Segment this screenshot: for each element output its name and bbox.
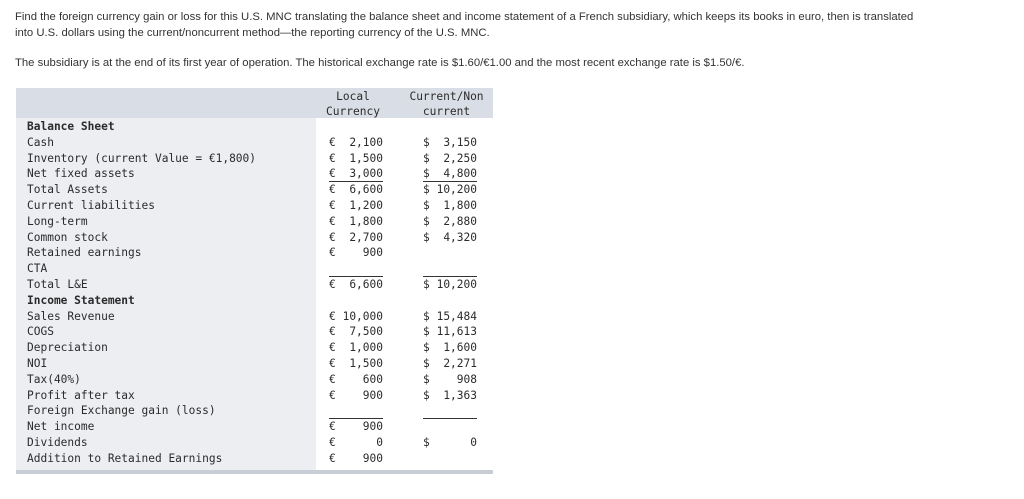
usd-value — [423, 340, 477, 355]
local-currency-value — [329, 182, 383, 197]
amount: 900 — [362, 451, 383, 465]
amount: 15,484 — [436, 309, 477, 323]
local-currency-value — [329, 388, 383, 403]
row-label: CTA — [27, 262, 48, 276]
amount: 6,600 — [349, 183, 383, 197]
amount: 1,363 — [443, 388, 477, 402]
amount: 1,000 — [349, 341, 383, 355]
local-currency-value — [329, 372, 383, 387]
local-currency-value — [329, 340, 383, 355]
amount: 3,150 — [443, 135, 477, 149]
row-label: Long-term — [27, 214, 88, 228]
local-currency-value — [329, 151, 383, 166]
amount: 1,500 — [349, 151, 383, 165]
total-rule — [423, 276, 477, 277]
dollar-symbol: $ — [423, 183, 430, 197]
amount: 2,250 — [443, 151, 477, 165]
amount: 10,200 — [436, 183, 477, 197]
local-currency-value — [329, 166, 383, 182]
amount: 0 — [470, 436, 477, 449]
local-currency-value — [329, 230, 383, 245]
usd-value — [423, 435, 477, 450]
amount: 900 — [362, 388, 383, 402]
row-label: COGS — [27, 325, 54, 339]
euro-symbol: € — [329, 183, 336, 197]
local-currency-value — [329, 245, 383, 260]
local-currency-value — [329, 356, 383, 371]
dollar-symbol: $ — [423, 309, 430, 323]
column-header-current-noncurrent: Current/Non current — [409, 90, 484, 118]
usd-value — [423, 277, 477, 292]
local-currency-value — [329, 198, 383, 213]
euro-symbol: € — [329, 246, 336, 260]
row-label: NOI — [27, 357, 48, 370]
euro-symbol: € — [329, 436, 336, 449]
amount: 3,000 — [349, 167, 383, 181]
usd-value — [423, 151, 477, 166]
usd-value — [423, 198, 477, 213]
euro-symbol: € — [329, 341, 336, 355]
row-label: Inventory (current Value = €1,800) — [27, 151, 257, 165]
amount: 6,600 — [349, 278, 383, 291]
amount: 0 — [376, 436, 383, 449]
amount: 10,200 — [436, 278, 477, 291]
row-label: Addition to Retained Earnings — [27, 451, 223, 465]
question-paragraph-2: The subsidiary is at the end of its first year of operation. The historical exchange rate is $1.60/€1.00 and the most recent exchange rate is $1.50/€. — [15, 57, 745, 69]
euro-symbol: € — [329, 214, 336, 228]
row-label: Net fixed assets — [27, 167, 135, 181]
usd-value — [423, 214, 477, 229]
dollar-symbol: $ — [423, 167, 430, 181]
usd-value — [423, 324, 477, 339]
row-label: Retained earnings — [27, 246, 142, 260]
row-label: Dividends — [27, 436, 88, 449]
amount: 900 — [362, 420, 383, 434]
total-rule — [423, 418, 477, 419]
row-label: Total Assets — [27, 183, 108, 197]
dollar-symbol: $ — [423, 151, 430, 165]
row-label: Tax(40%) — [27, 372, 81, 386]
amount: 1,800 — [443, 199, 477, 212]
dollar-symbol: $ — [423, 199, 430, 212]
euro-symbol: € — [329, 151, 336, 165]
euro-symbol: € — [329, 230, 336, 244]
local-currency-value — [329, 214, 383, 229]
total-rule — [329, 418, 383, 419]
amount: 1,200 — [349, 199, 383, 212]
euro-symbol: € — [329, 135, 336, 149]
translation-table — [16, 88, 493, 474]
row-label: Profit after tax — [27, 388, 135, 402]
row-label: Current liabilities — [27, 199, 155, 212]
amount: 2,271 — [443, 357, 477, 370]
dollar-symbol: $ — [423, 372, 430, 386]
amount: 2,880 — [443, 214, 477, 228]
dollar-symbol: $ — [423, 341, 430, 355]
amount: 10,000 — [342, 309, 383, 323]
euro-symbol: € — [329, 357, 336, 370]
dollar-symbol: $ — [423, 325, 430, 339]
local-currency-value — [329, 277, 383, 292]
table-bottom-bar — [16, 470, 493, 474]
usd-value — [423, 230, 477, 245]
usd-value — [423, 166, 477, 182]
amount: 11,613 — [436, 325, 477, 339]
amount: 1,500 — [349, 357, 383, 370]
usd-value — [423, 135, 477, 150]
euro-symbol: € — [329, 372, 336, 386]
usd-value — [423, 356, 477, 371]
amount: 2,100 — [349, 135, 383, 149]
local-currency-value — [329, 451, 383, 466]
amount: 7,500 — [349, 325, 383, 339]
local-currency-value — [329, 435, 383, 450]
row-label: Foreign Exchange gain (loss) — [27, 404, 216, 418]
usd-value — [423, 388, 477, 403]
amount: 1,800 — [349, 214, 383, 228]
euro-symbol: € — [329, 325, 336, 339]
dollar-symbol: $ — [423, 436, 430, 449]
local-currency-value — [329, 309, 383, 324]
usd-value — [423, 309, 477, 324]
euro-symbol: € — [329, 278, 336, 291]
dollar-symbol: $ — [423, 388, 430, 402]
dollar-symbol: $ — [423, 214, 430, 228]
section-heading: Balance Sheet — [27, 120, 115, 133]
amount: 2,700 — [349, 230, 383, 244]
euro-symbol: € — [329, 199, 336, 212]
amount: 4,320 — [443, 230, 477, 244]
euro-symbol: € — [329, 167, 336, 181]
local-currency-value — [329, 419, 383, 434]
euro-symbol: € — [329, 451, 336, 465]
amount: 900 — [362, 246, 383, 260]
dollar-symbol: $ — [423, 357, 430, 370]
row-label: Total L&E — [27, 278, 88, 291]
row-label: Net income — [27, 420, 95, 434]
dollar-symbol: $ — [423, 135, 430, 149]
euro-symbol: € — [329, 420, 336, 434]
dollar-symbol: $ — [423, 230, 430, 244]
usd-value — [423, 372, 477, 387]
amount: 908 — [456, 372, 477, 386]
usd-value — [423, 182, 477, 197]
row-label: Common stock — [27, 230, 108, 244]
row-label: Sales Revenue — [27, 309, 115, 323]
dollar-symbol: $ — [423, 278, 430, 291]
row-label: Depreciation — [27, 341, 108, 355]
local-currency-value — [329, 135, 383, 150]
section-heading: Income Statement — [27, 293, 135, 307]
euro-symbol: € — [329, 388, 336, 402]
amount: 1,600 — [443, 341, 477, 355]
amount: 600 — [362, 372, 383, 386]
column-header-local-currency: Local Currency — [326, 90, 380, 118]
amount: 4,800 — [443, 167, 477, 181]
local-currency-value — [329, 324, 383, 339]
total-rule — [329, 276, 383, 277]
euro-symbol: € — [329, 309, 336, 323]
row-label: Cash — [27, 135, 54, 149]
question-paragraph-1: Find the foreign currency gain or loss for this U.S. MNC translating the balance sheet and income statement of a French subsidiary, which keeps its books in euro, then is translated into U.S. dollars using the current/noncurrent method—the reporting currency of the U.S. MNC. — [15, 11, 914, 39]
